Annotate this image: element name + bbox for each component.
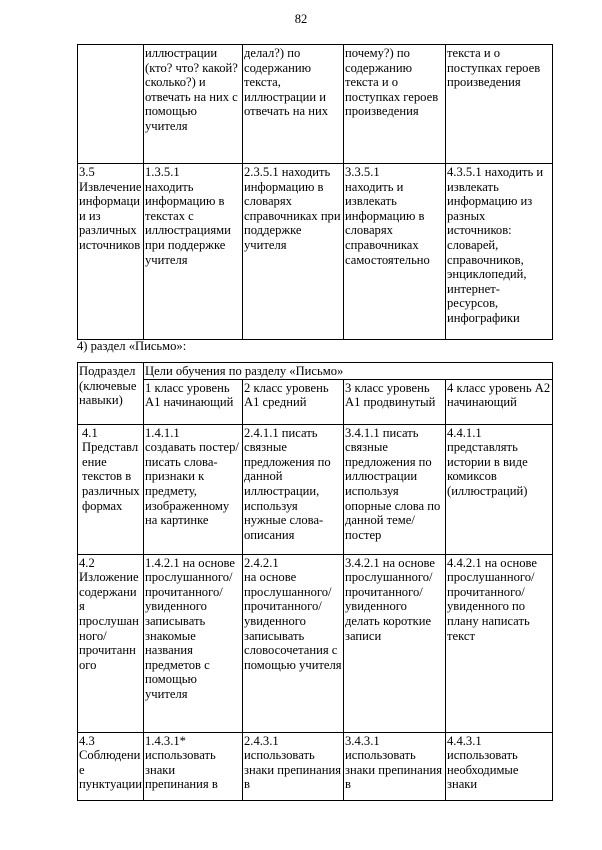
table-cell: 2.4.1.1 писать связные предложения по данной иллюстрации, используя нужные слова-описания	[243, 424, 344, 554]
table-cell: 3.4.2.1 на основе прослушанного/ прочитанного/ увиденного делать короткие записи	[344, 554, 446, 732]
table-cell: текста и о поступках героев произведения	[446, 45, 553, 164]
subsection-cell: 3.5 Извлечение информации из различных источников	[78, 164, 144, 340]
section-heading: 4) раздел «Письмо»:	[77, 339, 187, 353]
table-cell: 3.4.1.1 писать связные предложения по иллюстрации используя опорные слова по данной теме/постер	[344, 424, 446, 554]
subsection-cell: 4.1 Представление текстов в различных формах	[78, 424, 144, 554]
table-cell	[78, 45, 144, 164]
subsection-header: Подраздел (ключевые навыки)	[78, 363, 144, 425]
table-cell: 1.4.3.1* использовать знаки препинания в	[144, 732, 243, 800]
table-cell: 2.3.5.1 находить информацию в словарях справочниках при поддержке учителя	[243, 164, 344, 340]
subsection-cell: 4.2 Изложение содержания прослушанного/ прочитанного	[78, 554, 144, 732]
table-cell: 3.4.3.1 использовать знаки препинания в	[344, 732, 446, 800]
table-cell: 2.4.2.1 на основе прослушанного/ прочитанного/ увиденного записывать словосочетания с помощью учителя	[243, 554, 344, 732]
table-cell: 4.4.3.1 использовать необходимые знаки	[446, 732, 553, 800]
level-header: 4 класс уровень А2 начинающий	[446, 379, 553, 424]
table-row	[78, 732, 553, 800]
level-header-row	[78, 379, 553, 424]
table-cell: делал?) по содержанию текста, иллюстрации и отвечать на них	[243, 45, 344, 164]
reading-goals-table	[77, 44, 553, 340]
table-cell: почему?) по содержанию текста и о поступках героев произведения	[344, 45, 446, 164]
table-row	[78, 164, 553, 340]
table-cell: иллюстрации (кто? что? какой? сколько?) и отвечать на них с помощью учителя	[144, 45, 243, 164]
level-header: 3 класс уровень А1 продвинутый	[344, 379, 446, 424]
table-cell: 4.3.5.1 находить и извлекать информацию из разных источников: словарей, справочников, энциклопедий, интернет-ресурсов, инфографики	[446, 164, 553, 340]
table-cell: 3.3.5.1 находить и извлекать информацию в словарях справочниках самостоятельно	[344, 164, 446, 340]
table-row	[78, 424, 553, 554]
table-cell: 1.3.5.1 находить информацию в текстах с иллюстрациями при поддержке учителя	[144, 164, 243, 340]
table-cell: 4.4.1.1 представлять истории в виде комиксов (иллюстраций)	[446, 424, 553, 554]
table-cell: 1.4.2.1 на основе прослушанного/ прочитанного/ увиденного записывать знакомые названия предметов с помощью учителя	[144, 554, 243, 732]
table-cell: 4.4.2.1 на основе прослушанного/ прочитанного/ увиденного по плану написать текст	[446, 554, 553, 732]
table-cell: 2.4.3.1 использовать знаки препинания в	[243, 732, 344, 800]
table-cell: 1.4.1.1 создавать постер/писать слова-признаки к предмету, изображенному на картинке	[144, 424, 243, 554]
table-row	[78, 45, 553, 164]
table-header-row	[78, 363, 553, 380]
page-number: 82	[294, 12, 308, 26]
table-row	[78, 554, 553, 732]
level-header: 2 класс уровень А1 средний	[243, 379, 344, 424]
subsection-cell: 4.3 Соблюдение пунктуации	[78, 732, 144, 800]
goals-header: Цели обучения по разделу «Письмо»	[144, 363, 553, 380]
writing-goals-table	[77, 362, 553, 801]
level-header: 1 класс уровень А1 начинающий	[144, 379, 243, 424]
